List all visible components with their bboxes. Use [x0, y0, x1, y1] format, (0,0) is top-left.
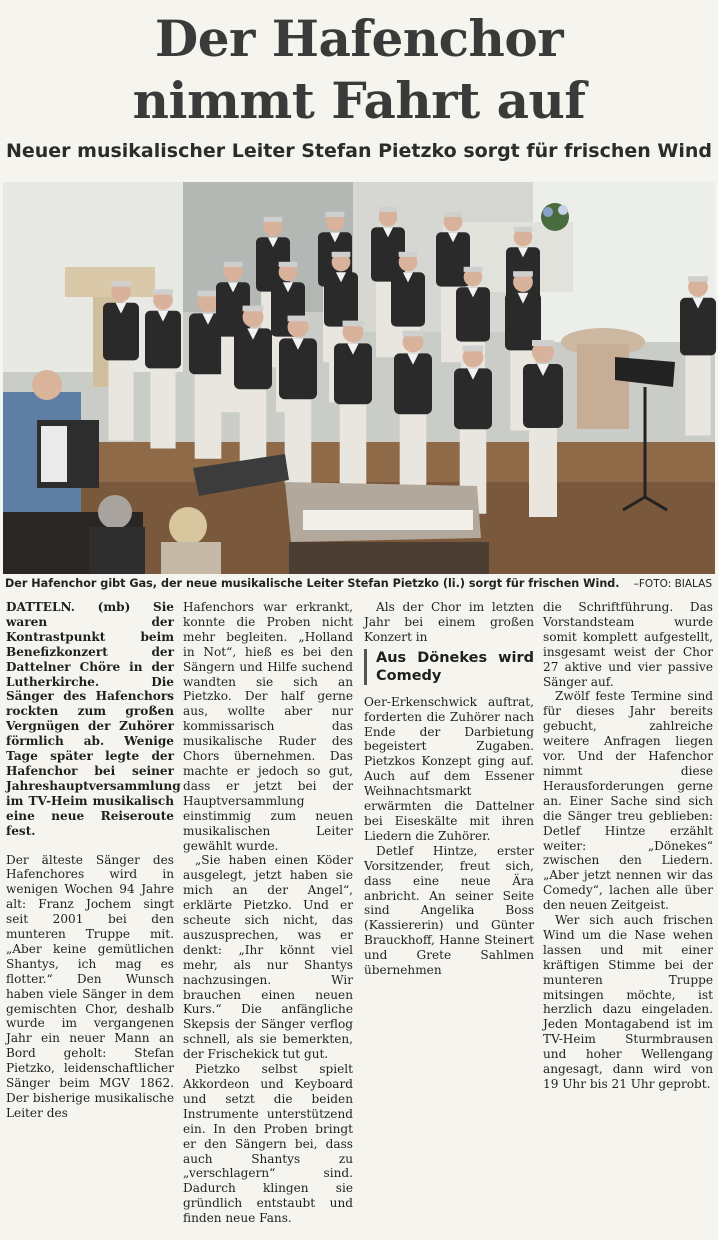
article-paragraph: die Schriftführung. Das Vorstandsteam wurde somit komplett aufgestellt, insgesamt weist der Chor 27 aktive und vier passive Sänger auf. [543, 600, 713, 689]
choir-singer [334, 321, 372, 489]
article-paragraph: Hafenchors war erkrankt, konnte die Proben nicht mehr begleiten. „Holland in Not“, hieß es bei den Sängern und Hilfe suchend wandten sie sich an Pietzko. Der half gerne aus, wollte aber nur kommissarisch das musikalische Ruder des Chors übernehmen. Das machte er jedoch so gut, dass er jetzt bei der Hauptversammlung einstimmig zum neuen musikalischen Leiter gewählt wurde. [183, 600, 353, 853]
choir-singer [234, 306, 272, 474]
headline [0, 8, 718, 132]
article-paragraph: Zwölf feste Termine sind für dieses Jahr bereits gebucht, zahlreiche weitere Anfragen liegen vor. Und der Hafenchor nimmt diese Herausforderungen gerne an. Einer Sache sind sich die Sänger treu geblieben: Detlef Hintze erzählt weiter: „Dönekes“ zwischen den Liedern. „Aber jetzt nennen wir das Comedy“, lachen alle über den neuen Zeitgeist. [543, 689, 713, 913]
choir-singer [394, 331, 432, 499]
choir-singer [523, 340, 563, 517]
choir-photo [3, 182, 715, 574]
photo-credit: –FOTO: BIALAS [633, 578, 712, 590]
headline-line-2: nimmt Fahrt auf [132, 71, 586, 130]
article-paragraph: „Sie haben einen Köder ausgelegt, jetzt haben sie mich an der Angel“, erklärte Pietzko. Und er scheute sich nicht, das auszusprechen, was er denkt: „Ihr könnt viel mehr, als nur Shantys nachzusingen. Wir brauchen einen neuen Kurs.“ Die anfängliche Skepsis der Sänger verflog schnell, als sie bemerkten, der Frischekick tut gut. [183, 853, 353, 1062]
article-column-3 [364, 600, 534, 992]
article-paragraph: Der älteste Sänger des Hafenchores wird in wenigen Wochen 94 Jahre alt: Franz Jochem singt seit 2001 bei den munteren Truppe mit. „Aber keine gemütlichen Shantys, ich mag es flotter.“ Den Wunsch haben viele Sänger in dem gemischten Chor, deshalb wurde im vergangenen Jahr ein neuer Mann an Bord geholt: Stefan Pietzko, leidenschaftlicher Sänger beim MGV 1862. Der bisherige musikalische Leiter des [6, 852, 174, 1120]
article-paragraph: Als der Chor im letzten Jahr bei einem großen Konzert in [364, 600, 534, 644]
article-paragraph: Detlef Hintze, erster Vorsitzender, freut sich, dass eine neue Ära anbricht. An seiner Seite sind Angelika Boss (Kassiererin) und Günter Brauckhoff, Hanne Steinert und Grete Sahlmen übernehmen [364, 843, 534, 978]
article-column-2 [183, 600, 353, 1240]
photo-caption: Der Hafenchor gibt Gas, der neue musikalische Leiter Stefan Pietzko (li.) sorgt für frischen Wind. [5, 577, 620, 590]
choir-singer [103, 281, 139, 440]
article-column-1 [6, 600, 181, 1135]
article-paragraph: Pietzko selbst spielt Akkordeon und Keyboard und setzt die beiden Instrumente unterstützend ein. In den Proben bringt er den Sängern bei, dass auch Shantys zu „verschlagern“ sind. Dadurch klingen sie gründlich entstaubt und finden neue Fans. [183, 1062, 353, 1226]
article-column-4 [543, 600, 713, 1106]
subheadline: Neuer musikalischer Leiter Stefan Pietzko sorgt für frischen Wind [5, 140, 713, 162]
article-lead: DATTELN. (mb) Sie waren der Kontrastpunkt beim Benefizkonzert der Dattelner Chöre in der Lutherkirche. Die Sänger des Hafenchors rockten zum großen Vergnügen der Zuhörer förmlich ab. Wenige Tage später legte der Hafenchor bei seiner Jahreshauptversammlung im TV-Heim musikalisch eine neue Reiseroute fest. [6, 600, 181, 838]
article-paragraph: Wer sich auch frischen Wind um die Nase wehen lassen und mit einer kräftigen Stimme bei der munteren Truppe mitsingen möchte, ist herzlich dazu eingeladen. Jeden Montagabend ist im TV-Heim Sturmbrausen und hoher Wellengang angesagt, dann wird von 19 Uhr bis 21 Uhr geprobt. [543, 913, 713, 1091]
article-paragraph: Oer-Erkenschwick auftrat, forderten die Zuhörer nach Ende der Darbietung begeistert Zugaben. Pietzkos Konzept ging auf. Auch auf dem Essener Weihnachtsmarkt erwärmten die Dattelner bei Eiseskälte mit ihren Liedern die Zuhörer. [364, 694, 534, 843]
headline-line-1: Der Hafenchor [154, 9, 564, 68]
choir-singer [680, 276, 716, 435]
article-subhead: Aus Dönekes wird Comedy [364, 649, 534, 685]
choir-photo-illustration [3, 182, 715, 574]
